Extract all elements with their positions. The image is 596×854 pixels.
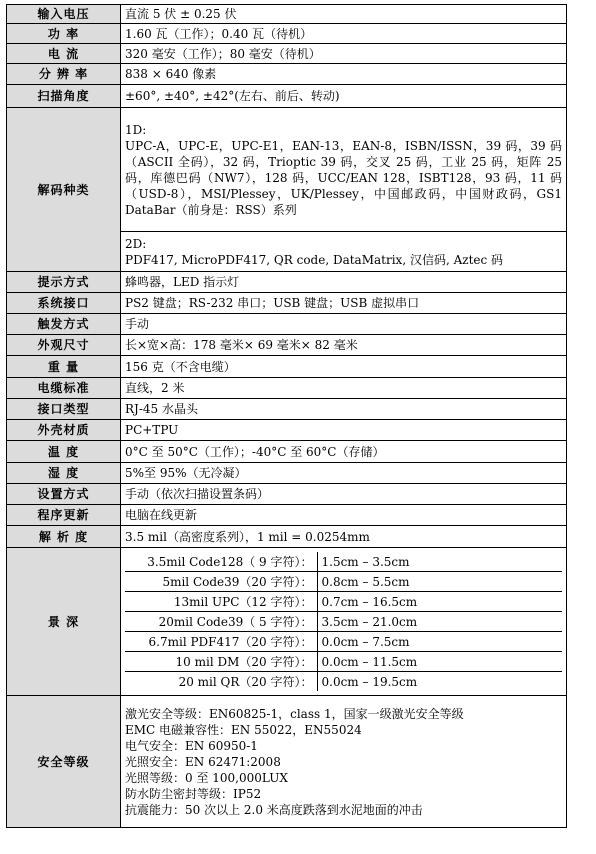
spec-label: 景 深 xyxy=(7,548,121,696)
spec-value: ±60°, ±40°, ±42°(左右、前后、转动) xyxy=(121,85,567,108)
spec-row-current xyxy=(7,44,567,64)
depth-of-field-cell xyxy=(121,548,567,696)
depth-range: 0.7cm – 16.5cm xyxy=(317,592,562,612)
spec-value: 手动（依次扫描设置条码） xyxy=(121,484,567,505)
spec-row-depth-of-field xyxy=(7,548,567,696)
spec-value: 3.5 mil（高密度系列），1 mil = 0.0254mm xyxy=(121,526,567,548)
spec-label: 设置方式 xyxy=(7,484,121,505)
spec-value: PS2 键盘；RS-232 串口；USB 键盘；USB 虚拟串口 xyxy=(121,293,567,314)
depth-range: 3.5cm – 21.0cm xyxy=(317,612,562,632)
decode-1d-title: 1D: xyxy=(125,122,147,137)
spec-value: 手动 xyxy=(121,314,567,335)
spec-row-housing xyxy=(7,420,567,441)
spec-label: 重 量 xyxy=(7,356,121,378)
spec-label: 触发方式 xyxy=(7,314,121,335)
spec-row-safety xyxy=(7,696,567,828)
depth-density: 6.7mil PDF417（20 字符）： xyxy=(125,632,317,652)
spec-label: 电缆标准 xyxy=(7,378,121,399)
spec-row-trigger xyxy=(7,314,567,335)
spec-row-scan-angle xyxy=(7,85,567,108)
spec-row-resolution-pixels xyxy=(7,64,567,85)
spec-label: 功 率 xyxy=(7,24,121,44)
spec-row-weight xyxy=(7,356,567,378)
spec-row-temperature xyxy=(7,441,567,463)
depth-of-field-table xyxy=(125,552,562,691)
spec-label: 分 辨 率 xyxy=(7,64,121,85)
decode-2d-cell xyxy=(121,232,567,272)
spec-row-resolution xyxy=(7,526,567,548)
spec-value: PC+TPU xyxy=(121,420,567,441)
safety-line: 防水防尘密封等级：IP52 xyxy=(125,786,262,801)
depth-row xyxy=(125,652,562,672)
spec-table xyxy=(6,4,567,828)
spec-value: 蜂鸣器，LED 指示灯 xyxy=(121,272,567,293)
spec-label: 外观尺寸 xyxy=(7,335,121,356)
depth-density: 10 mil DM（20 字符）： xyxy=(125,652,317,672)
spec-value: 838 × 640 像素 xyxy=(121,64,567,85)
safety-line: 光照等级：0 至 100,000LUX xyxy=(125,770,288,785)
depth-row xyxy=(125,672,562,692)
spec-label: 接口类型 xyxy=(7,399,121,420)
spec-value: 长×宽×高：178 毫米× 69 毫米× 82 毫米 xyxy=(121,335,567,356)
spec-row-input-voltage xyxy=(7,5,567,24)
spec-value: 5%至 95%（无冷凝） xyxy=(121,463,567,484)
spec-row-firmware xyxy=(7,505,567,526)
spec-row-indicator xyxy=(7,272,567,293)
spec-label: 解码种类 xyxy=(7,108,121,272)
spec-label: 外壳材质 xyxy=(7,420,121,441)
depth-range: 1.5cm – 3.5cm xyxy=(317,552,562,572)
spec-row-connector xyxy=(7,399,567,420)
spec-label: 温 度 xyxy=(7,441,121,463)
depth-range: 0.0cm – 7.5cm xyxy=(317,632,562,652)
depth-density: 20 mil QR（20 字符）： xyxy=(125,672,317,692)
spec-row-dimensions xyxy=(7,335,567,356)
spec-label: 解 析 度 xyxy=(7,526,121,548)
spec-value: RJ-45 水晶头 xyxy=(121,399,567,420)
spec-row-interface xyxy=(7,293,567,314)
spec-label: 系统接口 xyxy=(7,293,121,314)
depth-range: 0.8cm – 5.5cm xyxy=(317,572,562,592)
spec-row-setup xyxy=(7,484,567,505)
depth-row xyxy=(125,632,562,652)
depth-density: 5mil Code39（20 字符）： xyxy=(125,572,317,592)
safety-line: 激光安全等级：EN60825-1，class 1，国家一级激光安全等级 xyxy=(125,706,464,721)
spec-value: 1.60 瓦（工作）；0.40 瓦（待机） xyxy=(121,24,567,44)
spec-row-humidity xyxy=(7,463,567,484)
safety-line: 抗震能力：50 次以上 2.0 米高度跌落到水泥地面的冲击 xyxy=(125,802,423,817)
depth-row xyxy=(125,612,562,632)
depth-row xyxy=(125,592,562,612)
depth-density: 13mil UPC（12 字符）： xyxy=(125,592,317,612)
spec-label: 安全等级 xyxy=(7,696,121,828)
spec-row-power xyxy=(7,24,567,44)
depth-row xyxy=(125,552,562,572)
spec-value: 直流 5 伏 ± 0.25 伏 xyxy=(121,5,567,24)
spec-label: 输入电压 xyxy=(7,5,121,24)
spec-label: 提示方式 xyxy=(7,272,121,293)
spec-label: 扫描角度 xyxy=(7,85,121,108)
spec-value: 320 毫安（工作）；80 毫安（待机） xyxy=(121,44,567,64)
spec-value: 电脑在线更新 xyxy=(121,505,567,526)
depth-density: 20mil Code39（ 5 字符）： xyxy=(125,612,317,632)
spec-value: 156 克（不含电缆） xyxy=(121,356,567,378)
depth-range: 0.0cm – 11.5cm xyxy=(317,652,562,672)
depth-range: 0.0cm – 19.5cm xyxy=(317,672,562,692)
decode-2d-text: PDF417, MicroPDF417, QR code, DataMatrix, 汉信码, Aztec 码 xyxy=(125,252,504,267)
depth-density: 3.5mil Code128（ 9 字符）： xyxy=(125,552,317,572)
safety-cell xyxy=(121,696,567,828)
spec-row-cable xyxy=(7,378,567,399)
safety-line: 光照安全：EN 62471:2008 xyxy=(125,754,281,769)
decode-1d-cell xyxy=(121,108,567,232)
spec-label: 湿 度 xyxy=(7,463,121,484)
spec-label: 电 流 xyxy=(7,44,121,64)
spec-row-decode-1d xyxy=(7,108,567,232)
decode-2d-title: 2D: xyxy=(125,236,147,251)
spec-label: 程序更新 xyxy=(7,505,121,526)
safety-line: EMC 电磁兼容性：EN 55022，EN55024 xyxy=(125,722,362,737)
spec-value: 0°C 至 50°C（工作）；-40°C 至 60°C（存储） xyxy=(121,441,567,463)
spec-value: 直线，2 米 xyxy=(121,378,567,399)
safety-line: 电气安全：EN 60950-1 xyxy=(125,738,258,753)
decode-1d-text: UPC-A，UPC-E，UPC-E1，EAN-13，EAN-8，ISBN/ISSN，39 码，39 码（ASCII 全码），32 码，Trioptic 39 码，交叉 25 码，工业 25 码，矩阵 25 码，库德巴码（NW7），128 码，UCC/EAN 128，ISBT128，93 码，11 码（USD-8），MSI/Plessey，UK/Plessey，中国邮政码，中国财政码，GS1 DataBar（前身是：RSS）系列 xyxy=(125,138,562,217)
depth-row xyxy=(125,572,562,592)
